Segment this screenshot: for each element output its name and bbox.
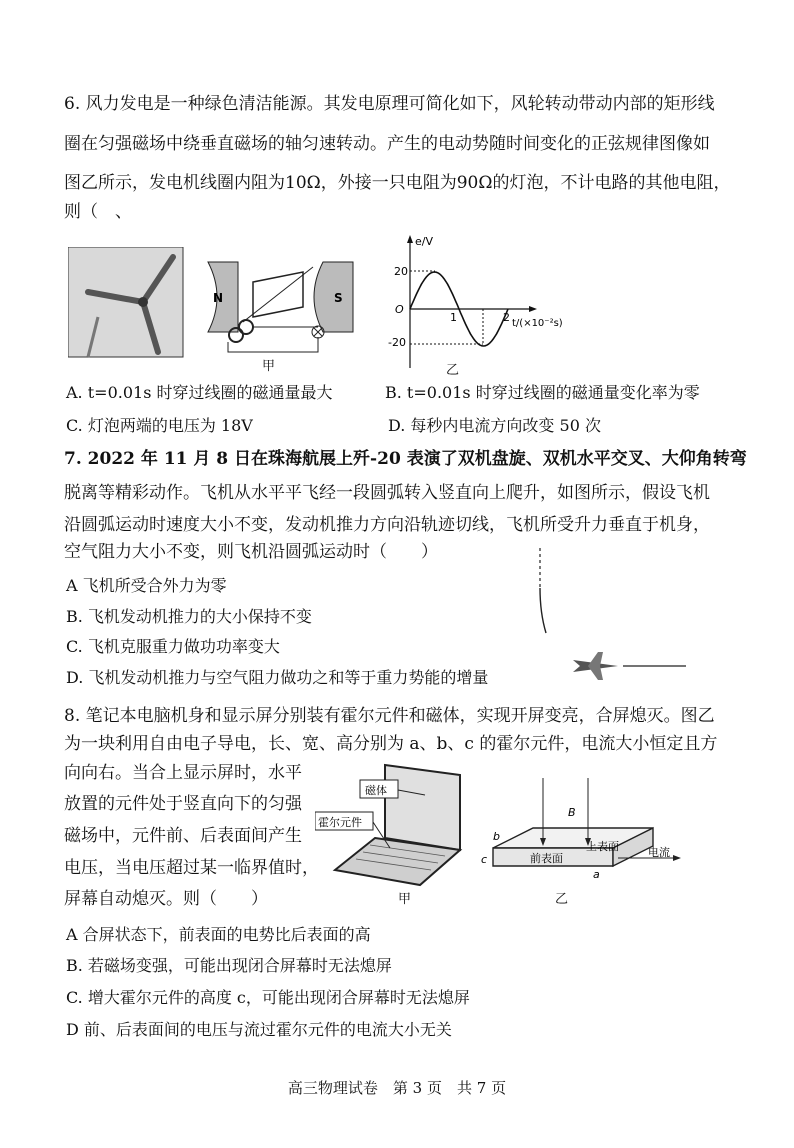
q8-fig-jia-label: 甲 [398,892,412,907]
q6-line-3: 图乙所示，发电机线圈内阻为10Ω，外接一只电阻为90Ω的灯泡，不计电路的其他电阻， [64,173,731,193]
y-tick-20: 20 [394,265,408,278]
q7-line-4: 空气阻力大小不变，则飞机沿圆弧运动时（ ） [64,542,438,562]
laptop-screen [385,765,460,850]
page-footer: 高三物理试卷 第 3 页 共 7 页 [287,1079,507,1097]
q7-figure-trajectory [528,548,728,688]
q6-option-c[interactable]: C. 灯泡两端的电压为 18V [66,416,253,435]
q8-line-4: 放置的元件处于竖直向下的匀强 [64,794,302,814]
q7-line-2: 脱离等精彩动作。飞机从水平平飞经一段圆弧转入竖直向上爬升，如图所示，假设飞机 [64,483,710,503]
dim-c-label: c [481,853,488,866]
q6-option-d[interactable]: D. 每秒内电流方向改变 50 次 [388,416,601,435]
q8-line-1: 8. 笔记本电脑机身和显示屏分别装有霍尔元件和磁体，实现开屏变亮，合屏熄灭。图乙 [64,706,715,726]
q7-option-c[interactable]: C. 飞机克服重力做功功率变大 [66,637,280,656]
q8-line-7: 屏幕自动熄灭。则（ ） [64,889,268,909]
q8-fig-yi-label: 乙 [555,892,569,907]
q6-line-1: 6. 风力发电是一种绿色清洁能源。其发电原理可简化如下，风轮转动带动内部的矩形线 [64,94,715,114]
q7-option-d[interactable]: D. 飞机发动机推力与空气阻力做功之和等于重力势能的增量 [66,668,489,687]
magnet-n-label: N [213,291,224,305]
q8-line-6: 电压，当电压超过某一临界值时， [64,858,319,878]
magnet-s-label: S [334,291,343,305]
q6-option-b[interactable]: B. t=0.01s 时穿过线圈的磁通量变化率为零 [385,383,700,402]
q8-line-5: 磁场中，元件前、后表面间产生 [64,826,302,846]
y-axis-label: e/V [415,235,433,248]
q6-line-2: 圈在匀强磁场中绕垂直磁场的轴匀速转动。产生的电动势随时间变化的正弦规律图像如 [64,134,710,154]
y-tick-neg20: -20 [388,336,406,349]
q6-fig-yi-label: 乙 [446,363,460,378]
origin-label: O [395,303,404,316]
q6-figure-yi-graph [385,233,615,373]
q8-option-a[interactable]: A 合屏状态下，前表面的电势比后表面的高 [66,925,371,944]
front-surface-label: 前表面 [530,852,563,865]
q8-option-b[interactable]: B. 若磁场变强，可能出现闭合屏幕时无法熄屏 [66,956,392,975]
dim-b-label: b [493,830,500,843]
q8-option-c[interactable]: C. 增大霍尔元件的高度 c，可能出现闭合屏幕时无法熄屏 [66,988,470,1007]
q7-option-b[interactable]: B. 飞机发动机推力的大小保持不变 [66,607,312,626]
q6-figure-jia [68,247,358,362]
q8-figure-hall-element [478,778,718,883]
x-tick-2: 2 [503,311,510,324]
x-tick-1: 1 [450,311,457,324]
q8-figure-laptop [315,760,480,890]
q7-line-1: 7. 2022 年 11 月 8 日在珠海航展上歼-20 表演了双机盘旋、双机水平交叉、大仰角转弯 [64,449,747,469]
current-label: 电流 [648,846,670,859]
q6-fig-jia-label: 甲 [262,359,276,374]
q6-line-4: 则（ 、 [64,202,132,222]
hall-element-label: 霍尔元件 [318,816,362,829]
b-field-label: B [568,806,576,819]
q8-option-d[interactable]: D 前、后表面间的电压与流过霍尔元件的电流大小无关 [66,1020,452,1039]
q8-line-2: 为一块利用自由电子导电，长、宽、高分别为 a、b、c 的霍尔元件，电流大小恒定且方 [64,734,718,754]
x-axis-label: t/(×10⁻²s) [512,318,563,329]
top-surface-label: 上表面 [586,840,619,853]
q7-line-3: 沿圆弧运动时速度大小不变，发动机推力方向沿轨迹切线，飞机所受升力垂直于机身， [64,515,710,535]
q7-option-a[interactable]: A 飞机所受合外力为零 [66,576,227,595]
magnet-label: 磁体 [365,784,387,797]
q6-option-a[interactable]: A. t=0.01s 时穿过线圈的磁通量最大 [66,383,333,402]
q8-line-3: 向向右。当合上显示屏时，水平 [64,763,302,783]
arc-path [540,588,546,633]
jet-plane-icon [573,652,618,680]
dim-a-label: a [593,868,600,881]
